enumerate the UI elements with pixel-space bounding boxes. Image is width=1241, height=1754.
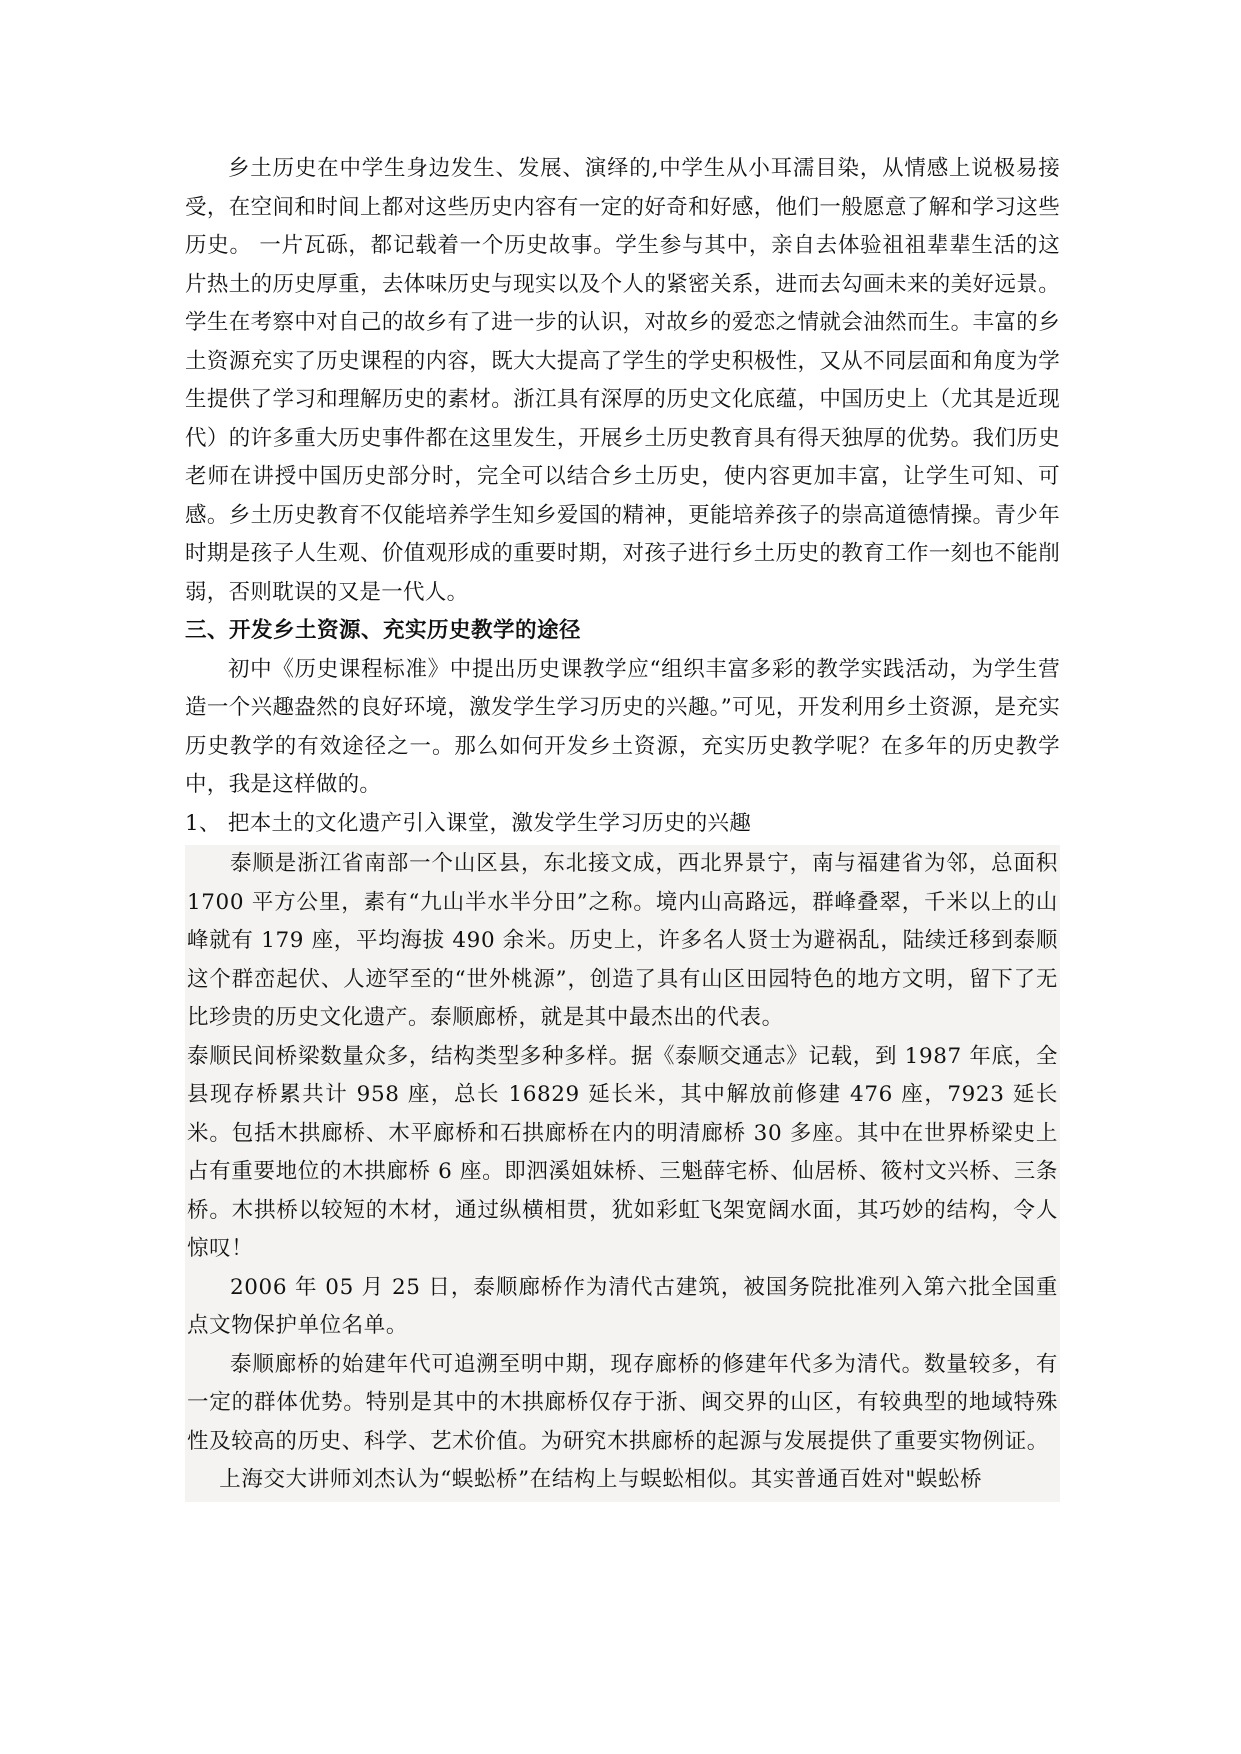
paragraph-heritage-listing: 2006 年 05 月 25 日，泰顺廊桥作为清代古建筑，被国务院批准列入第六批全国重点文物保护单位名单。 <box>187 1274 1058 1338</box>
section-heading-3: 三、开发乡土资源、充实历史教学的途径 <box>185 618 582 643</box>
paragraph-taishun-bridges: 泰顺民间桥梁数量众多，结构类型多种多样。据《泰顺交通志》记载，到 1987 年底，全县现存桥累共计 958 座，总长 16829 延长米，其中解放前修建 476 座，7923 延长米。包括木拱廊桥、木平廊桥和石拱廊桥在内的明清廊桥 30 多座。其中在世界桥梁史上占有重要地位的木拱廊桥 6 座。即泗溪姐妹桥、三魁薛宅桥、仙居桥、筱村文兴桥、三条桥。木拱桥以较短的木材，通过纵横相贯，犹如彩虹飞架宽阔水面，其巧妙的结构，令人惊叹！ <box>187 1043 1058 1261</box>
paragraph-local-history-value: 乡土历史在中学生身边发生、发展、演绎的,中学生从小耳濡目染，从情感上说极易接受，在空间和时间上都对这些历史内容有一定的好奇和好感，他们一般愿意了解和学习这些历史。 一片瓦砾，都记载着一个历史故事。学生参与其中，亲自去体验祖祖辈辈生活的这片热土的历史厚重，去体味历史与现实以及个人的紧密关系，进而去勾画未来的美好远景。学生在考察中对自己的故乡有了进一步的认识，对故乡的爱恋之情就会油然而生。丰富的乡土资源充实了历史课程的内容，既大大提高了学生的学史积极性，又从不同层面和角度为学生提供了学习和理解历史的素材。浙江具有深厚的历史文化底蕴，中国历史上（尤其是近现代）的许多重大历史事件都在这里发生，开展乡土历史教育具有得天独厚的优势。我们历史老师在讲授中国历史部分时，完全可以结合乡土历史，使内容更加丰富，让学生可知、可感。乡土历史教育不仅能培养学生知乡爱国的精神，更能培养孩子的崇高道德情操。青少年时期是孩子人生观、价值观形成的重要时期，对孩子进行乡土历史的教育工作一刻也不能削弱，否则耽误的又是一代人。 <box>185 156 1060 605</box>
shaded-quote-block <box>185 845 1060 1502</box>
paragraph-curriculum-standard: 初中《历史课程标准》中提出历史课教学应“组织丰富多彩的教学实践活动，为学生营造一个兴趣盎然的良好环境，激发学生学习历史的兴趣。”可见，开发利用乡土资源，是充实历史教学的有效途径之一。那么如何开发乡土资源，充实历史教学呢？在多年的历史教学中，我是这样做的。 <box>185 656 1060 797</box>
subheading-1: 1、 把本土的文化遗产引入课堂，激发学生学习历史的兴趣 <box>185 810 752 836</box>
paragraph-taishun-intro: 泰顺是浙江省南部一个山区县，东北接文成，西北界景宁，南与福建省为邻，总面积 1700 平方公里，素有“九山半水半分田”之称。境内山高路远，群峰叠翠，千米以上的山峰就有 179 座，平均海拔 490 余米。历史上，许多名人贤士为避祸乱，陆续迁移到泰顺这个群峦起伏、人迹罕至的“世外桃源”，创造了具有山区田园特色的地方文明，留下了无比珍贵的历史文化遗产。泰顺廊桥，就是其中最杰出的代表。 <box>187 851 1058 1030</box>
paragraph-bridge-history: 泰顺廊桥的始建年代可追溯至明中期，现存廊桥的修建年代多为清代。数量较多，有一定的群体优势。特别是其中的木拱廊桥仅存于浙、闽交界的山区，有较典型的地域特殊性及较高的历史、科学、艺术价值。为研究木拱廊桥的起源与发展提供了重要实物例证。 <box>187 1351 1058 1454</box>
document-body <box>185 150 1060 1502</box>
paragraph-centipede-bridge: 上海交大讲师刘杰认为“蜈蚣桥”在结构上与蜈蚣相似。其实普通百姓对"蜈蚣桥 <box>219 1467 983 1492</box>
